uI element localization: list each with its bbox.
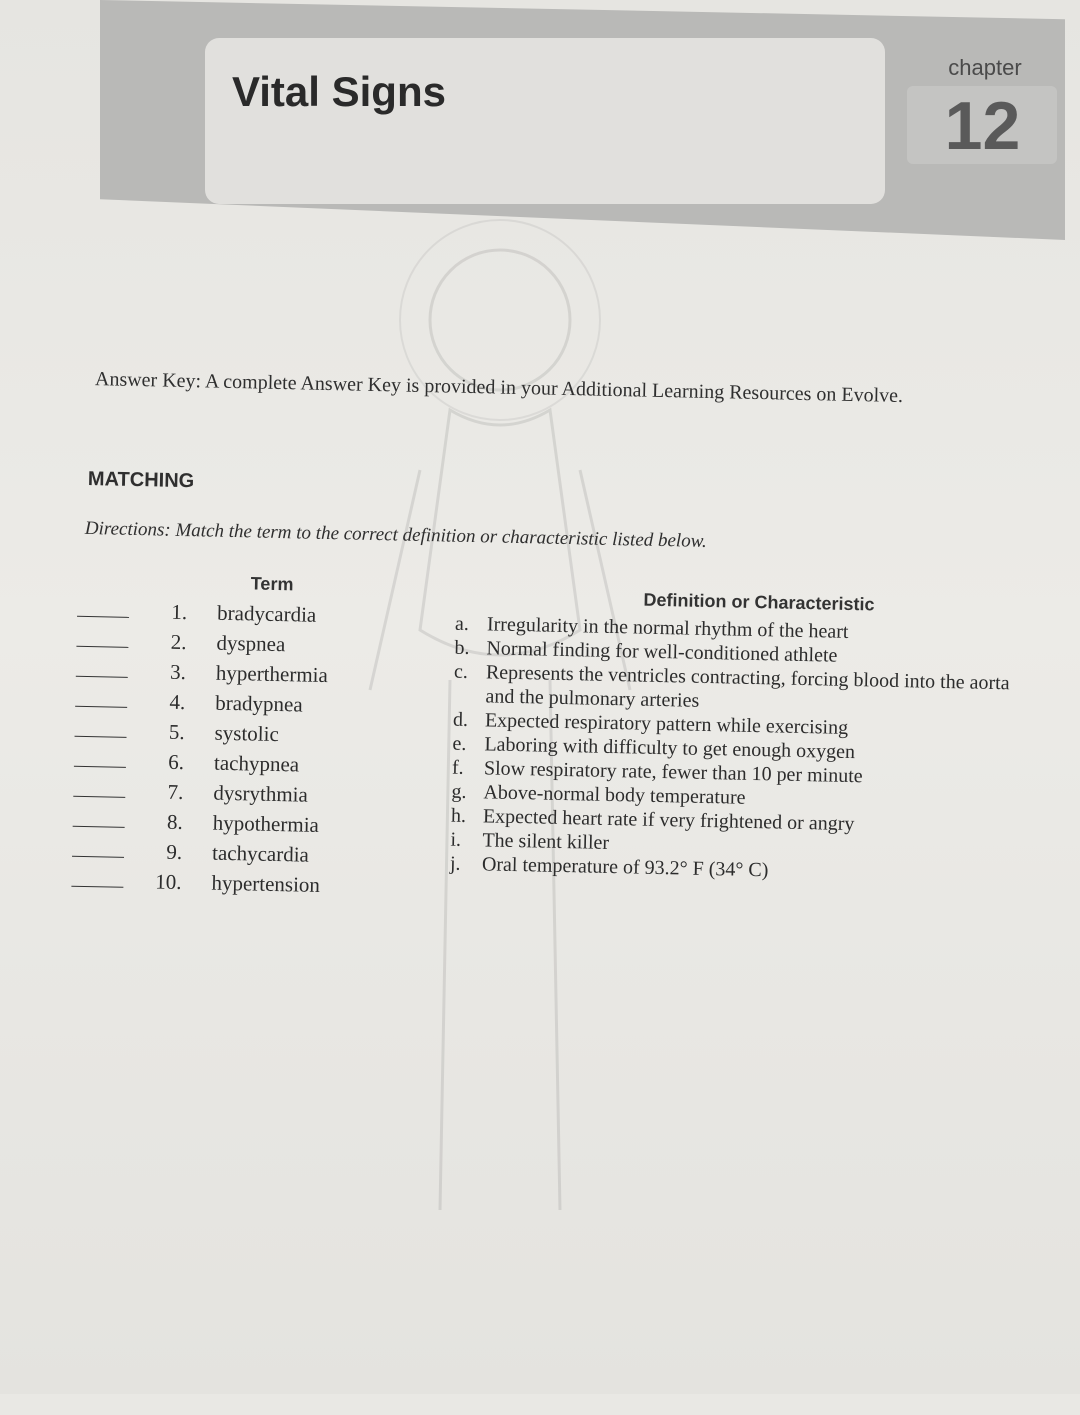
definition-letter: d.: [452, 708, 469, 731]
term-label: dyspnea: [216, 630, 286, 657]
term-row: [73, 778, 308, 813]
definition-text: Above-normal body temperature: [483, 781, 746, 809]
answer-blank[interactable]: [74, 765, 126, 768]
term-row: [72, 838, 309, 873]
definition-letter: e.: [452, 732, 467, 755]
term-label: dysrythmia: [213, 780, 309, 807]
answer-blank[interactable]: [72, 855, 124, 858]
term-row: [71, 868, 320, 903]
term-number: 6.: [168, 749, 185, 775]
term-row: [74, 718, 279, 752]
definition-column-header: Definition or Characteristic: [643, 589, 875, 615]
term-number: 3.: [169, 659, 187, 685]
chapter-title: Vital Signs: [232, 68, 446, 115]
term-row: [76, 628, 285, 662]
term-label: tachypnea: [213, 750, 300, 777]
definition-text: Expected heart rate if very frightened or angry: [482, 805, 855, 836]
answer-blank[interactable]: [71, 885, 123, 888]
answer-blank[interactable]: [75, 705, 127, 708]
answer-blank[interactable]: [76, 675, 128, 678]
term-number: 10.: [155, 869, 182, 895]
chapter-label: chapter: [948, 55, 1022, 80]
term-row: [75, 688, 303, 723]
term-number: 8.: [166, 809, 184, 835]
term-number: 9.: [166, 839, 183, 865]
term-label: hypothermia: [212, 810, 320, 837]
term-number: 5.: [168, 719, 185, 745]
term-number: 1.: [171, 599, 188, 625]
answer-blank[interactable]: [73, 795, 125, 798]
definition-text: Irregularity in the normal rhythm of the heart: [486, 613, 849, 643]
definition-text: Normal finding for well-conditioned athlete: [486, 637, 838, 667]
answer-blank[interactable]: [76, 645, 128, 648]
definition-text: Represents the ventricles contracting, forcing blood into the aorta and the pulmonary arteries: [485, 661, 1010, 712]
term-label: bradypnea: [215, 690, 303, 717]
answer-blank[interactable]: [75, 735, 127, 738]
term-number: 2.: [170, 629, 187, 655]
definition-letter: j.: [449, 852, 461, 875]
definition-text: Laboring with difficulty to get enough oxygen: [484, 733, 856, 764]
definition-letter: i.: [450, 828, 462, 851]
definition-text: Oral temperature of 93.2° F (34° C): [481, 853, 769, 882]
directions: Directions: Match the term to the correct definition or characteristic listed below.: [84, 517, 707, 552]
term-row: [74, 748, 300, 783]
term-label: tachycardia: [211, 840, 310, 867]
term-label: bradycardia: [216, 600, 317, 627]
answer-blank[interactable]: [77, 615, 129, 618]
definition-text: The silent killer: [482, 829, 610, 854]
answer-key-note: Answer Key: A complete Answer Key is provided in your Additional Learning Resources on Evolve.: [94, 368, 904, 408]
answer-blank[interactable]: [73, 825, 125, 828]
definition-letter: a.: [454, 612, 470, 635]
term-label: systolic: [214, 720, 280, 747]
definition-text: Slow respiratory rate, fewer than 10 per minute: [483, 757, 863, 788]
definition-letter: h.: [450, 804, 467, 827]
section-title: MATCHING: [87, 467, 195, 493]
definition-letter: g.: [451, 780, 467, 803]
definition-text: Expected respiratory pattern while exercising: [484, 709, 849, 739]
term-label: hyperthermia: [215, 660, 329, 688]
definition-letter: b.: [454, 636, 470, 660]
term-number: 4.: [169, 689, 186, 715]
term-column-header: Term: [250, 573, 294, 595]
chapter-number: 12: [944, 88, 1021, 164]
definition-letter: f.: [451, 756, 464, 779]
term-label: hypertension: [211, 870, 321, 897]
term-number: 7.: [167, 779, 184, 805]
definition-letter: c.: [453, 660, 469, 683]
